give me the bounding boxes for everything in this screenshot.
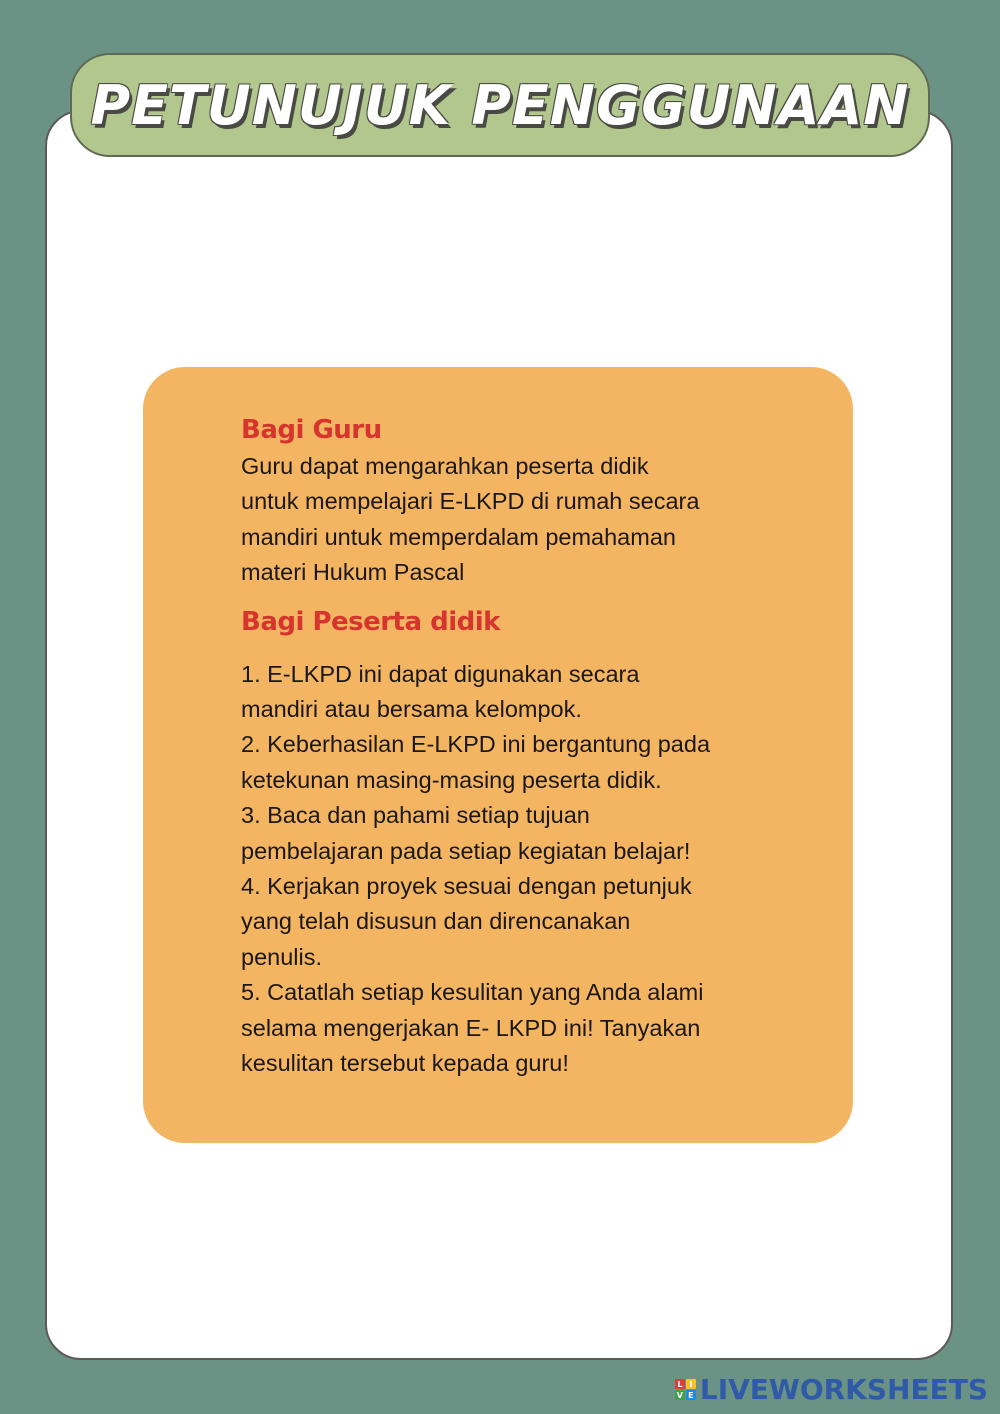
list-line: ketekunan masing-masing peserta didik.: [241, 766, 662, 793]
instructions-content: [241, 413, 801, 1082]
logo-cell: E: [686, 1390, 696, 1400]
peserta-instructions-list: [241, 657, 801, 1082]
list-line: penulis.: [241, 943, 322, 970]
list-line: kesulitan tersebut kepada guru!: [241, 1050, 569, 1077]
guru-paragraph: [241, 449, 801, 591]
logo-cell: L: [675, 1379, 685, 1389]
list-line: 2. Keberhasilan E-LKPD ini bergantung pada: [241, 731, 711, 758]
guru-line: materi Hukum Pascal: [241, 559, 465, 586]
heading-guru: Bagi Guru: [241, 415, 382, 445]
list-line: yang telah disusun dan direncanakan: [241, 908, 631, 935]
brand-name: LIVEWORKSHEETS: [699, 1373, 988, 1406]
liveworksheets-logo-icon: [675, 1379, 696, 1400]
instructions-box: [143, 367, 853, 1143]
logo-cell: I: [686, 1379, 696, 1389]
list-line: selama mengerjakan E- LKPD ini! Tanyakan: [241, 1014, 701, 1041]
guru-line: untuk mempelajari E-LKPD di rumah secara: [241, 488, 700, 515]
list-line: 1. E-LKPD ini dapat digunakan secara: [241, 660, 640, 687]
guru-line: mandiri untuk memperdalam pemahaman: [241, 523, 676, 550]
list-line: 4. Kerjakan proyek sesuai dengan petunjuk: [241, 873, 692, 900]
liveworksheets-brand[interactable]: [675, 1373, 988, 1406]
guru-line: Guru dapat mengarahkan peserta didik: [241, 453, 649, 479]
list-line: mandiri atau bersama kelompok.: [241, 696, 582, 723]
list-line: 3. Baca dan pahami setiap tujuan: [241, 802, 590, 829]
logo-cell: V: [676, 1390, 683, 1400]
heading-peserta-didik: Bagi Peserta didik: [241, 606, 500, 637]
title-banner: [70, 53, 930, 157]
list-line: 5. Catatlah setiap kesulitan yang Anda alami: [241, 979, 704, 1006]
list-line: pembelajaran pada setiap kegiatan belajar!: [241, 837, 691, 864]
page-title: PETUNUJUK PENGGUNAAN: [90, 73, 910, 137]
